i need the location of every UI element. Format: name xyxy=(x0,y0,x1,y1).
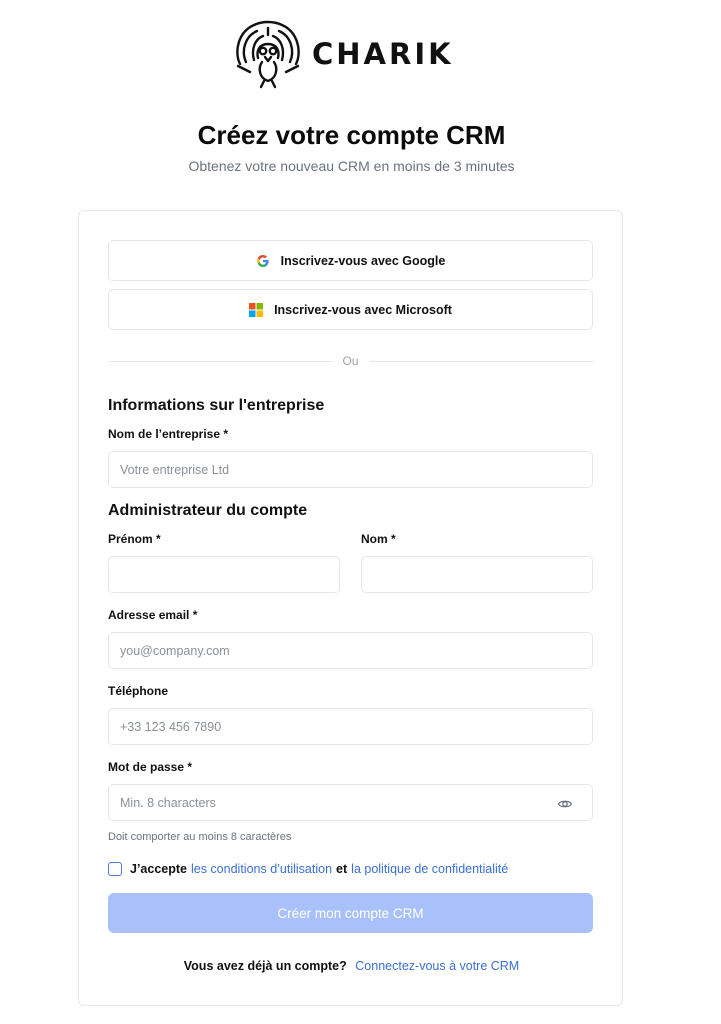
login-row xyxy=(79,959,624,973)
company-section-title: Informations sur l'entreprise xyxy=(108,397,325,414)
password-label: Mot de passe * xyxy=(108,760,193,774)
login-link[interactable]: Connectez-vous à votre CRM xyxy=(355,959,520,973)
terms-prefix: J’accepte xyxy=(130,862,187,876)
phone-input[interactable] xyxy=(108,708,593,745)
privacy-policy-link[interactable]: la politique de confidentialité xyxy=(351,862,509,876)
login-question: Vous avez déjà un compte? xyxy=(183,959,347,973)
turkey-logo-icon xyxy=(230,18,306,90)
google-signup-button[interactable] xyxy=(108,240,593,281)
google-signup-label: Inscrivez-vous avec Google xyxy=(280,253,446,268)
password-hint: Doit comporter au moins 8 caractères xyxy=(108,831,292,843)
eye-icon[interactable] xyxy=(557,796,573,812)
or-divider xyxy=(108,353,593,369)
brand-logo xyxy=(230,18,454,90)
terms-conjunction: et xyxy=(336,862,348,876)
admin-section-title: Administrateur du compte xyxy=(108,502,308,519)
divider-line-left xyxy=(108,361,333,362)
microsoft-signup-label: Inscrivez-vous avec Microsoft xyxy=(274,302,452,317)
last-name-label: Nom * xyxy=(361,532,396,546)
terms-checkbox[interactable] xyxy=(108,862,122,876)
divider-line-right xyxy=(369,361,594,362)
company-name-label: Nom de l’entreprise * xyxy=(108,427,229,441)
terms-row xyxy=(108,861,512,877)
google-icon xyxy=(256,254,270,268)
company-name-input[interactable] xyxy=(108,451,593,488)
first-name-label: Prénom * xyxy=(108,532,161,546)
page-subtitle: Obtenez votre nouveau CRM en moins de 3 minutes xyxy=(188,158,515,174)
email-label: Adresse email * xyxy=(108,608,198,622)
last-name-input[interactable] xyxy=(361,556,593,593)
phone-label: Téléphone xyxy=(108,684,169,698)
signup-card xyxy=(78,210,623,1006)
microsoft-signup-button[interactable] xyxy=(108,289,593,330)
divider-text: Ou xyxy=(342,354,359,368)
email-input[interactable] xyxy=(108,632,593,669)
first-name-input[interactable] xyxy=(108,556,340,593)
terms-of-use-link[interactable]: les conditions d’utilisation xyxy=(190,862,333,876)
create-account-button[interactable]: Créer mon compte CRM xyxy=(108,893,593,933)
password-input[interactable] xyxy=(108,784,593,821)
microsoft-icon xyxy=(249,303,263,317)
brand-name: CHARIK xyxy=(312,37,454,71)
page-title: Créez votre compte CRM xyxy=(197,120,506,150)
